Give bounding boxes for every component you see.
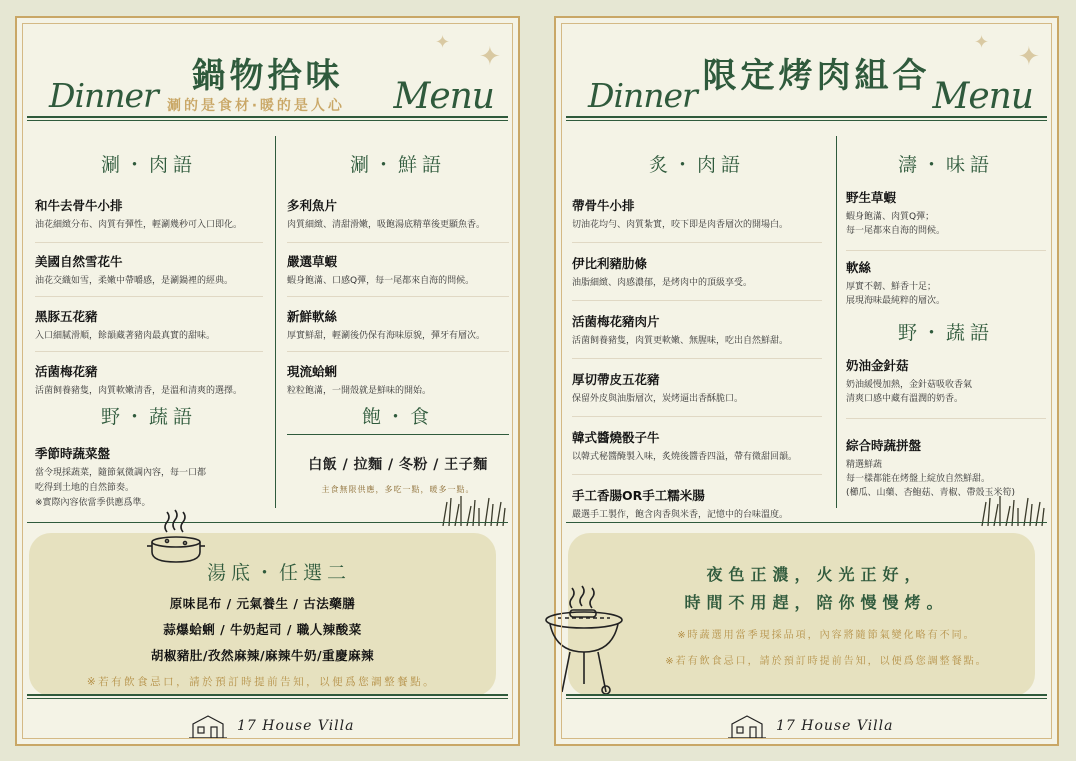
bbq-meat-section — [572, 146, 822, 526]
menu-item — [846, 436, 1046, 500]
menu-item — [572, 196, 822, 232]
item-name: 帶骨牛小排 — [572, 198, 635, 213]
footer-rule — [566, 698, 1047, 699]
item-name: 嚴選草蝦 — [287, 254, 338, 269]
divider — [572, 242, 822, 243]
item-name: 綜合時蔬拼盤 — [846, 438, 922, 453]
item-desc: 嚴選手工製作，飽含肉香與米香，記憶中的台味溫度。 — [572, 510, 789, 520]
header-rule — [27, 116, 508, 118]
divider — [846, 250, 1046, 251]
soup-options: 胡椒豬肚/孜然麻辣/麻辣牛奶/重慶麻辣 — [150, 648, 375, 663]
header-rule — [566, 120, 1047, 121]
section-rule — [27, 522, 508, 523]
dinner-script: Dinner — [49, 76, 158, 115]
sparkle-icon: ✦ — [479, 42, 501, 72]
divider — [572, 416, 822, 417]
item-name: 活菌梅花豬肉片 — [572, 314, 660, 329]
menu-item — [35, 362, 263, 398]
sparkle-icon: ✦ — [974, 32, 990, 53]
item-desc: 保留外皮與油脂層次，炭烤逼出香酥脆口。 — [572, 394, 744, 404]
meat-section — [35, 146, 263, 526]
section-heading: 野・蔬語 — [897, 322, 994, 344]
item-desc: 肉質細緻、清甜滑嫩，吸飽湯底精華後更顯魚香。 — [287, 220, 486, 230]
menu-item — [572, 428, 822, 464]
item-desc: 厚實鮮甜，輕涮後仍保有海味原貌，彈牙有層次。 — [287, 331, 486, 341]
divider — [35, 296, 263, 297]
item-desc: 油脂細緻、肉感濃郁，是烤肉中的頂級享受。 — [572, 278, 753, 288]
menu-item — [572, 486, 822, 522]
section-heading: 飽・食 — [361, 406, 434, 428]
item-name: 韓式醬燒骰子牛 — [572, 430, 660, 445]
section-heading: 涮・肉語 — [100, 154, 197, 176]
menu-item — [287, 307, 509, 343]
page-subtitle: 涮的是食材‧暖的是人心 — [167, 98, 345, 114]
closing-panel — [568, 533, 1035, 696]
item-desc: 當令現採蔬菜，隨節氣微調內容，每一口都 吃得到土地的自然節奏。 ※實際內容依當季供應爲準。 — [35, 468, 207, 508]
footer-rule — [566, 694, 1047, 696]
divider — [287, 296, 509, 297]
section-heading: 涮・鮮語 — [349, 154, 446, 176]
item-name: 伊比利豬肋條 — [572, 256, 648, 271]
divider — [287, 351, 509, 352]
divider — [572, 474, 822, 475]
divider — [287, 434, 509, 435]
menu-item — [846, 258, 1046, 308]
menu-item — [287, 196, 509, 232]
menu-script: Menu — [393, 76, 494, 117]
item-name: 季節時蔬菜盤 — [35, 446, 111, 461]
divider — [287, 242, 509, 243]
dinner-script: Dinner — [588, 76, 697, 115]
item-desc: 油花交織如雪，柔嫩中帶嚼感，是涮鍋裡的經典。 — [35, 276, 234, 286]
sparkle-icon: ✦ — [435, 32, 451, 53]
item-name: 活菌梅花豬 — [35, 364, 98, 379]
item-name: 現流蛤蜊 — [287, 364, 338, 379]
menu-item — [846, 356, 1046, 406]
item-name: 奶油金針菇 — [846, 358, 909, 373]
item-name: 新鮮軟絲 — [287, 309, 338, 324]
item-desc: 蝦身飽滿、口感Q彈，每一尾都來自海的問候。 — [287, 276, 475, 286]
menu-item — [35, 307, 263, 343]
page-title: 鍋物拾味 — [191, 56, 344, 96]
item-name: 多利魚片 — [287, 198, 338, 213]
item-desc: 奶油緩慢加熱，金針菇吸收香氣 清爽口感中藏有溫潤的奶香。 — [846, 380, 973, 404]
item-name: 野生草蝦 — [846, 190, 897, 205]
brand-name: 17 House Villa — [237, 718, 355, 734]
section-heading: 濤・味語 — [897, 154, 994, 176]
seafood-section — [287, 146, 509, 526]
divider — [35, 242, 263, 243]
page-title: 限定烤肉組合 — [702, 56, 931, 96]
menu-item — [35, 444, 263, 511]
item-desc: 粒粒飽滿，一開殼就是鮮味的開始。 — [287, 386, 432, 396]
item-name: 和牛去骨牛小排 — [35, 198, 123, 213]
item-desc: 活菌飼養豬隻，肉質軟嫩清香，是溫和清爽的選擇。 — [35, 386, 243, 396]
menu-item — [846, 188, 1046, 238]
item-desc: 油花細緻分布、肉質有彈性，輕涮幾秒可入口即化。 — [35, 220, 243, 230]
column-divider — [836, 136, 837, 508]
hotpot-menu-page — [15, 16, 520, 746]
menu-item — [35, 196, 263, 232]
footer — [556, 706, 1057, 746]
allergy-note: ※若有飲食忌口，請於預訂時提前告知，以便爲您調整餐點。 — [86, 676, 437, 688]
item-desc: 入口細膩滑順，餘韻藏著豬肉最真實的甜味。 — [35, 331, 216, 341]
item-name: 黑豚五花豬 — [35, 309, 98, 324]
section-heading: 野・蔬語 — [100, 406, 197, 428]
item-desc: 精選鮮蔬 每一樣都能在烤盤上綻放自然鮮甜。 (櫛瓜、山藥、杏鮑菇、青椒、帶殼玉米筍) — [846, 460, 1016, 498]
allergy-note: ※若有飲食忌口，請於預訂時提前告知，以便爲您調整餐點。 — [665, 656, 988, 667]
divider — [572, 358, 822, 359]
soup-options: 蒜爆蛤蜊 / 牛奶起司 / 職人辣酸菜 — [163, 622, 362, 637]
footer-rule — [27, 694, 508, 696]
item-desc: 活菌飼養豬隻，肉質更軟嫩、無腥味，吃出自然鮮甜。 — [572, 336, 789, 346]
brand-name: 17 House Villa — [776, 718, 894, 734]
column-divider — [275, 136, 276, 508]
item-desc: 蝦身飽滿、肉質Q彈； 每一尾都來自海的問候。 — [846, 212, 946, 236]
closing-line: 夜色正濃，火光正好， — [706, 565, 927, 584]
menu-item — [572, 370, 822, 406]
menu-item — [572, 312, 822, 348]
menu-item — [572, 254, 822, 290]
section-heading: 炙・肉語 — [648, 154, 745, 176]
footer-rule — [27, 698, 508, 699]
item-name: 美國自然雪花牛 — [35, 254, 123, 269]
footer — [17, 706, 518, 746]
bbq-menu-page — [554, 16, 1059, 746]
header-rule — [566, 116, 1047, 118]
soup-heading: 湯底・任選二 — [207, 562, 352, 584]
house-logo-icon — [728, 714, 766, 740]
staple-note: 主食無限供應，多吃一點，暖多一點。 — [321, 485, 475, 494]
header-rule — [27, 120, 508, 121]
soup-options: 原味昆布 / 元氣養生 / 古法藥膳 — [169, 596, 356, 611]
item-desc: 厚實不韌、鮮香十足； 展現海味最純粹的層次。 — [846, 282, 946, 306]
seasonal-note: ※時蔬選用當季現採品項，內容將隨節氣變化略有不同。 — [677, 630, 976, 641]
closing-line: 時間不用趕，陪你慢慢烤。 — [684, 593, 949, 612]
menu-item — [287, 362, 509, 398]
item-desc: 以韓式秘醬醃製入味，炙燒後醬香四溢，帶有微甜回韻。 — [572, 452, 798, 462]
item-name: 軟絲 — [846, 260, 872, 275]
item-desc: 切油花均勻、肉質紮實，咬下即是肉香層次的開場白。 — [572, 220, 789, 230]
bbq-sea-veg-section — [846, 146, 1046, 526]
menu-item — [287, 252, 509, 288]
section-rule — [566, 522, 1047, 523]
menu-script: Menu — [932, 76, 1033, 117]
menu-item — [35, 252, 263, 288]
item-name: 厚切帶皮五花豬 — [572, 372, 660, 387]
item-name: 手工香腸OR手工糯米腸 — [572, 488, 705, 503]
sparkle-icon: ✦ — [1018, 42, 1040, 72]
divider — [846, 418, 1046, 419]
divider — [35, 351, 263, 352]
house-logo-icon — [189, 714, 227, 740]
divider — [572, 300, 822, 301]
hot-pot-icon — [145, 508, 207, 566]
staple-list: 白飯 / 拉麵 / 冬粉 / 王子麵 — [308, 457, 488, 473]
